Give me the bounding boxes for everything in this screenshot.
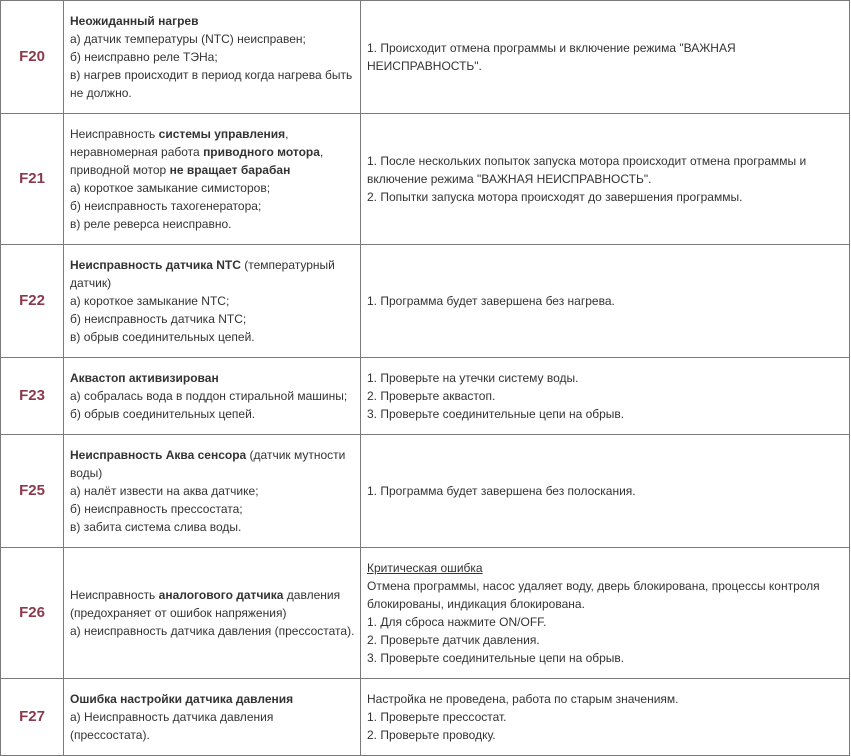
action-line	[367, 170, 843, 188]
description-line	[70, 690, 354, 708]
description-line	[70, 405, 354, 423]
error-row-f22	[1, 245, 850, 358]
action-line	[367, 57, 843, 75]
text-segment: 2. Проверьте проводку.	[367, 728, 496, 742]
text-segment: 2. Проверьте аквастоп.	[367, 389, 496, 403]
description-line	[70, 464, 354, 482]
description-line	[70, 48, 354, 66]
text-segment: блокированы, индикация блокирована.	[367, 597, 585, 611]
text-segment: а) неисправность датчика давления (прессостата).	[70, 624, 355, 638]
text-segment: а) налёт извести на аква датчике;	[70, 484, 259, 498]
description-line	[70, 84, 354, 102]
text-segment: б) неисправность датчика NTC;	[70, 312, 247, 326]
description-line	[70, 143, 354, 161]
error-description	[64, 435, 361, 548]
description-line	[70, 125, 354, 143]
text-segment: датчик)	[70, 276, 112, 290]
error-description	[64, 1, 361, 114]
text-segment: Неисправность	[70, 127, 159, 141]
text-segment: в) нагрев происходит в период когда нагрева быть	[70, 68, 353, 82]
text-segment: 1. Проверьте на утечки систему воды.	[367, 371, 579, 385]
description-line	[70, 310, 354, 328]
description-line	[70, 708, 354, 726]
error-row-f26	[1, 548, 850, 679]
error-action	[361, 1, 850, 114]
description-line	[70, 292, 354, 310]
text-segment: (предохраняет от ошибок напряжения)	[70, 606, 287, 620]
error-row-f20	[1, 1, 850, 114]
text-segment: 1. Программа будет завершена без полоскания.	[367, 484, 636, 498]
text-segment: в) обрыв соединительных цепей.	[70, 330, 255, 344]
action-line	[367, 405, 843, 423]
bold-text: приводного мотора	[203, 145, 320, 159]
text-segment: в) реле реверса неисправно.	[70, 217, 232, 231]
text-segment: не должно.	[70, 86, 132, 100]
action-line	[367, 559, 843, 577]
text-segment: давления	[283, 588, 341, 602]
description-line	[70, 66, 354, 84]
error-description	[64, 358, 361, 435]
description-line	[70, 622, 354, 640]
description-line	[70, 500, 354, 518]
text-segment: б) неисправность прессостата;	[70, 502, 243, 516]
description-line	[70, 274, 354, 292]
text-segment: неравномерная работа	[70, 145, 204, 159]
action-line	[367, 631, 843, 649]
description-line	[70, 197, 354, 215]
description-line	[70, 726, 354, 744]
error-action	[361, 114, 850, 245]
text-segment: ,	[285, 127, 289, 141]
description-line	[70, 328, 354, 346]
text-segment: 1. Проверьте прессостат.	[367, 710, 507, 724]
action-line	[367, 595, 843, 613]
error-code: F23	[1, 358, 64, 435]
text-segment: в) забита система слива воды.	[70, 520, 242, 534]
text-segment: приводной мотор	[70, 163, 170, 177]
description-line	[70, 518, 354, 536]
error-code: F27	[1, 679, 64, 756]
text-segment: а) датчик температуры (NTC) неисправен;	[70, 32, 306, 46]
action-line	[367, 152, 843, 170]
error-codes-body	[1, 1, 850, 756]
error-row-f25	[1, 435, 850, 548]
underlined-text: Критическая ошибка	[367, 561, 483, 575]
text-segment: 2. Проверьте датчик давления.	[367, 633, 540, 647]
action-line	[367, 387, 843, 405]
text-segment: 2. Попытки запуска мотора происходят до завершения программы.	[367, 190, 743, 204]
error-code: F22	[1, 245, 64, 358]
text-segment: а) Неисправность датчика давления	[70, 710, 274, 724]
error-description	[64, 679, 361, 756]
text-segment: включение режима "ВАЖНАЯ НЕИСПРАВНОСТЬ".	[367, 172, 652, 186]
action-line	[367, 577, 843, 595]
description-line	[70, 604, 354, 622]
description-line	[70, 30, 354, 48]
error-row-f23	[1, 358, 850, 435]
text-segment: б) обрыв соединительных цепей.	[70, 407, 256, 421]
text-segment: Неисправность	[70, 588, 159, 602]
error-description	[64, 245, 361, 358]
bold-text: аналогового датчика	[158, 588, 284, 602]
description-line	[70, 215, 354, 233]
text-segment: 3. Проверьте соединительные цепи на обрыв.	[367, 407, 625, 421]
description-line	[70, 586, 354, 604]
action-line	[367, 726, 843, 744]
bold-text: Неисправность Аква сенсора	[70, 448, 247, 462]
action-line	[367, 188, 843, 206]
action-line	[367, 690, 843, 708]
text-segment: Отмена программы, насос удаляет воду, дверь блокирована, процессы контроля	[367, 579, 820, 593]
bold-text: не вращает барабан	[169, 163, 291, 177]
description-line	[70, 482, 354, 500]
action-line	[367, 482, 843, 500]
error-code: F21	[1, 114, 64, 245]
text-segment: б) неисправно реле ТЭНа;	[70, 50, 218, 64]
error-code: F25	[1, 435, 64, 548]
bold-text: Ошибка настройки датчика давления	[70, 692, 294, 706]
error-action	[361, 358, 850, 435]
action-line	[367, 369, 843, 387]
text-segment: НЕИСПРАВНОСТЬ".	[367, 59, 482, 73]
error-row-f21	[1, 114, 850, 245]
error-row-f27	[1, 679, 850, 756]
text-segment: а) короткое замыкание NTC;	[70, 294, 230, 308]
action-line	[367, 708, 843, 726]
description-line	[70, 387, 354, 405]
error-action	[361, 679, 850, 756]
text-segment: Настройка не проведена, работа по старым значениям.	[367, 692, 679, 706]
error-action	[361, 245, 850, 358]
error-action	[361, 548, 850, 679]
error-description	[64, 548, 361, 679]
error-description	[64, 114, 361, 245]
description-line	[70, 369, 354, 387]
action-line	[367, 613, 843, 631]
text-segment: б) неисправность тахогенератора;	[70, 199, 262, 213]
bold-text: системы управления	[158, 127, 286, 141]
error-code: F26	[1, 548, 64, 679]
action-line	[367, 649, 843, 667]
error-action	[361, 435, 850, 548]
text-segment: (прессостата).	[70, 728, 150, 742]
description-line	[70, 161, 354, 179]
text-segment: а) короткое замыкание симисторов;	[70, 181, 271, 195]
text-segment: 1. Для сброса нажмите ON/OFF.	[367, 615, 547, 629]
action-line	[367, 292, 843, 310]
text-segment: воды)	[70, 466, 103, 480]
text-segment: (датчик мутности	[246, 448, 346, 462]
description-line	[70, 446, 354, 464]
text-segment: 1. После нескольких попыток запуска мотора происходит отмена программы и	[367, 154, 807, 168]
text-segment: ,	[319, 145, 324, 159]
action-line	[367, 39, 843, 57]
error-code: F20	[1, 1, 64, 114]
description-line	[70, 179, 354, 197]
text-segment: 1. Программа будет завершена без нагрева.	[367, 294, 615, 308]
text-segment: 3. Проверьте соединительные цепи на обрыв.	[367, 651, 625, 665]
description-line	[70, 12, 354, 30]
text-segment: 1. Происходит отмена программы и включение режима "ВАЖНАЯ	[367, 41, 736, 55]
bold-text: Неисправность датчика NTC	[70, 258, 241, 272]
text-segment: а) собралась вода в поддон стиральной машины;	[70, 389, 348, 403]
description-line	[70, 256, 354, 274]
text-segment: (температурный	[240, 258, 335, 272]
bold-text: Аквастоп активизирован	[70, 371, 219, 385]
bold-text: Неожиданный нагрев	[70, 14, 199, 28]
